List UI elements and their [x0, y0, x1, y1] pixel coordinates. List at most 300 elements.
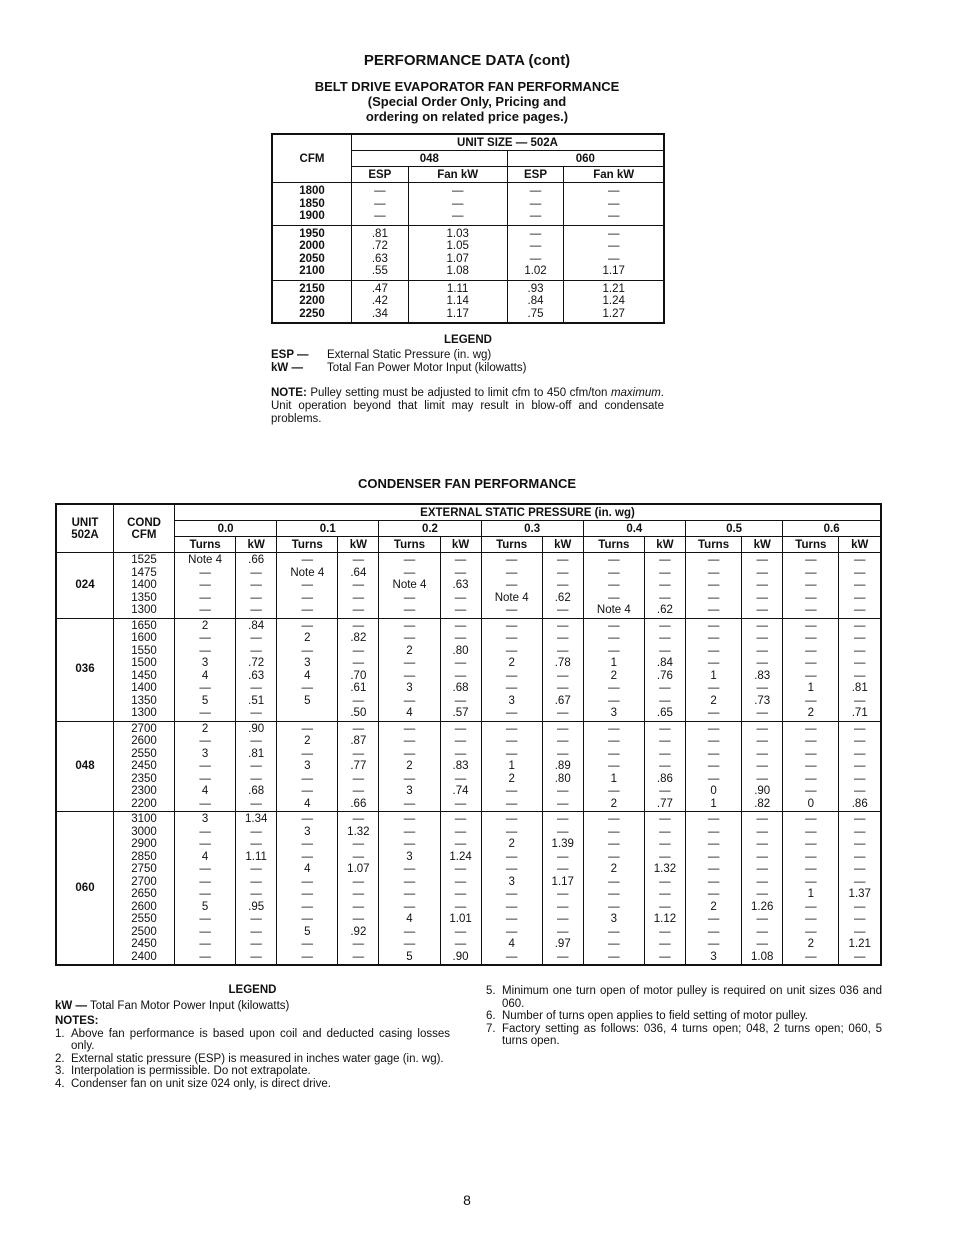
cell-value: —: [707, 938, 720, 950]
cell-value: —: [556, 566, 569, 579]
cell-value: —: [301, 875, 314, 888]
cell-value: —: [659, 579, 671, 591]
cell-value: —: [199, 566, 211, 579]
notes-list-right: [486, 985, 882, 1048]
cell-value: —: [403, 825, 416, 838]
note-item: [486, 1023, 882, 1048]
cell-value: —: [403, 632, 416, 644]
turns-cell: [175, 812, 236, 966]
cell-value: —: [403, 772, 416, 785]
cell-value: —: [250, 875, 262, 888]
cell-value: —: [451, 185, 464, 197]
cell-value: —: [199, 591, 211, 604]
cell-value: —: [301, 850, 314, 863]
cell-value: 1.12: [653, 913, 677, 925]
kw060-cell: [564, 183, 664, 226]
cell-value: Note 4: [494, 591, 529, 604]
cell-value: —: [250, 760, 262, 772]
cell-value: 2650: [131, 888, 157, 900]
turns-cell: [379, 812, 440, 966]
cell-value: —: [454, 669, 467, 682]
cell-value: 1.17: [551, 875, 574, 888]
cell-value: 3: [201, 657, 209, 669]
legend-text: External Static Pressure (in. wg): [327, 349, 492, 361]
cell-value: —: [608, 619, 620, 632]
cell-value: —: [756, 813, 768, 825]
unit-cell: 036: [56, 618, 114, 721]
cell-value: —: [707, 566, 720, 579]
cell-value: —: [556, 913, 569, 925]
cell-value: —: [756, 925, 768, 938]
cell-value: —: [403, 566, 416, 579]
cell-value: —: [853, 566, 866, 579]
cfm-cell: [272, 225, 352, 280]
cell-value: .84: [527, 295, 544, 307]
cell-value: —: [451, 210, 464, 222]
cell-value: —: [352, 657, 365, 669]
cell-value: —: [505, 863, 518, 875]
cell-value: —: [805, 591, 817, 604]
cell-value: —: [529, 210, 542, 222]
cell-value: 4: [201, 850, 209, 863]
note-number: 4.: [55, 1077, 65, 1090]
cell-value: —: [853, 875, 866, 888]
cell-value: —: [505, 813, 518, 825]
legend-row: [271, 362, 665, 375]
cell-value: —: [608, 785, 620, 797]
cell-value: —: [199, 875, 211, 888]
note-text: External static pressure (ESP) is measured in inches water gage (in. wg).: [71, 1052, 444, 1065]
cell-value: —: [352, 838, 365, 850]
note-number: 6.: [486, 1010, 496, 1022]
cell-value: —: [199, 838, 211, 850]
kw-cell: [338, 721, 379, 812]
cell-value: —: [853, 813, 866, 825]
cell-value: —: [556, 888, 569, 900]
cell-value: 1400: [131, 682, 157, 694]
cfm-cell: [114, 618, 175, 721]
cell-value: —: [352, 644, 365, 657]
esp060-cell: [507, 280, 564, 323]
cell-value: —: [608, 694, 620, 707]
cell-value: 2250: [299, 307, 325, 320]
esp060-cell: [507, 225, 564, 280]
kw-cell: [542, 618, 583, 721]
cell-value: —: [608, 938, 620, 950]
kw-cell: [742, 553, 783, 619]
cell-value: 5: [201, 900, 209, 913]
cell-value: —: [707, 747, 720, 760]
cell-value: Note 4: [392, 579, 427, 591]
cell-value: —: [505, 604, 518, 616]
cell-value: —: [403, 604, 416, 616]
note-text: Condenser fan on unit size 024 only, is direct drive.: [71, 1077, 331, 1090]
esp-header: ESP: [507, 167, 564, 183]
cell-value: —: [659, 825, 671, 838]
cell-value: 4: [201, 669, 209, 682]
cell-value: —: [374, 210, 386, 222]
kw-cell: [338, 812, 379, 966]
cell-value: 1800: [299, 185, 325, 197]
cell-value: 2850: [131, 850, 157, 863]
cell-value: —: [301, 813, 314, 825]
cell-value: —: [853, 863, 866, 875]
cell-value: —: [659, 735, 671, 747]
cell-value: .82: [350, 632, 367, 644]
cell-value: 1.08: [751, 950, 774, 963]
cell-value: —: [659, 900, 671, 913]
cell-value: 1300: [131, 604, 157, 616]
cell-value: —: [853, 657, 866, 669]
belt-title-line-3: ordering on related price pages.): [365, 109, 569, 124]
cell-value: —: [607, 210, 620, 222]
kw-cell: [338, 553, 379, 619]
cell-value: 3: [508, 875, 515, 888]
note-text: Pulley setting must be adjusted to limit cfm to 450 cfm/ton: [306, 387, 611, 399]
cell-value: —: [352, 900, 365, 913]
cell-value: —: [853, 722, 866, 735]
cell-value: —: [608, 722, 620, 735]
note-text: Interpolation is permissible. Do not extrapolate.: [71, 1065, 311, 1077]
cfm-header: CFM: [272, 134, 352, 183]
cell-value: 3: [304, 760, 311, 772]
cell-value: .92: [350, 925, 367, 938]
cell-value: 3: [304, 657, 311, 669]
cell-value: —: [250, 863, 262, 875]
cell-value: 1850: [299, 197, 325, 210]
cell-value: —: [250, 707, 262, 719]
belt-drive-table-title: [0, 79, 934, 124]
cell-value: —: [707, 825, 720, 838]
cell-value: —: [301, 772, 314, 785]
cell-value: —: [707, 682, 720, 694]
cell-value: —: [301, 888, 314, 900]
cell-value: —: [454, 772, 467, 785]
cell-value: —: [454, 838, 467, 850]
kw-header: kW: [742, 537, 783, 553]
cell-value: —: [454, 900, 467, 913]
cell-value: —: [805, 825, 817, 838]
cell-value: —: [756, 850, 768, 863]
cell-value: —: [659, 950, 671, 963]
kw-cell: [839, 618, 881, 721]
cell-value: 2: [610, 863, 618, 875]
cell-value: —: [352, 888, 365, 900]
cell-value: —: [250, 925, 262, 938]
kw048-cell: [408, 183, 507, 226]
cell-value: —: [505, 825, 518, 838]
cell-value: 1.02: [524, 265, 547, 277]
table-row: [56, 721, 881, 812]
cell-value: .34: [371, 307, 388, 320]
cell-value: —: [659, 850, 671, 863]
cell-value: —: [454, 747, 467, 760]
turns-cell: [685, 618, 741, 721]
cell-value: 2: [304, 632, 311, 644]
cell-value: 3100: [131, 813, 157, 825]
kw-cell: [542, 812, 583, 966]
cell-value: —: [556, 813, 569, 825]
note-number: 3.: [55, 1065, 65, 1077]
cell-value: —: [707, 735, 720, 747]
cell-value: —: [707, 722, 720, 735]
pressure-header: 0.2: [379, 521, 481, 537]
cell-value: —: [805, 950, 817, 963]
cell-value: —: [250, 682, 262, 694]
cell-value: —: [454, 657, 467, 669]
cell-value: —: [556, 644, 569, 657]
cell-value: —: [756, 760, 768, 772]
cell-value: —: [853, 772, 866, 785]
cell-value: .93: [527, 282, 544, 295]
kw-cell: [338, 618, 379, 721]
cell-value: —: [250, 913, 262, 925]
cell-value: —: [352, 694, 365, 707]
cell-value: —: [352, 875, 365, 888]
cell-value: 4: [304, 669, 311, 682]
cell-value: —: [352, 591, 365, 604]
cell-value: .74: [452, 785, 469, 797]
cell-value: .76: [656, 669, 673, 682]
cell-value: .78: [554, 657, 571, 669]
kw-cell: [440, 618, 481, 721]
cell-value: .83: [754, 669, 771, 682]
cell-value: 5: [304, 925, 311, 938]
cell-value: —: [250, 604, 262, 616]
cell-value: 1.34: [244, 813, 268, 825]
turns-cell: [583, 553, 644, 619]
cell-value: .55: [371, 265, 388, 277]
cell-value: .87: [350, 735, 367, 747]
cell-value: —: [301, 785, 314, 797]
cell-value: 3: [508, 694, 515, 707]
cell-value: 1350: [131, 591, 157, 604]
cell-value: .51: [248, 694, 265, 707]
cell-value: —: [556, 747, 569, 760]
pressure-header: 0.6: [783, 521, 881, 537]
esp-header: EXTERNAL STATIC PRESSURE (in. wg): [175, 504, 882, 521]
cell-value: —: [403, 900, 416, 913]
cell-value: —: [505, 554, 518, 566]
cell-value: —: [608, 566, 620, 579]
kw048-cell: [408, 225, 507, 280]
cell-value: .66: [350, 797, 367, 810]
cell-value: .90: [248, 722, 265, 735]
cell-value: 3: [201, 747, 209, 760]
cell-value: 2: [201, 619, 209, 632]
cell-value: —: [556, 722, 569, 735]
cell-value: —: [607, 240, 620, 252]
cell-value: —: [608, 644, 620, 657]
cell-value: —: [853, 747, 866, 760]
cell-value: 2450: [131, 760, 157, 772]
cell-value: —: [529, 240, 542, 252]
cell-value: 2200: [299, 295, 325, 307]
cell-value: —: [853, 591, 866, 604]
turns-cell: [481, 812, 542, 966]
cell-value: —: [608, 682, 620, 694]
cell-value: —: [756, 735, 768, 747]
cell-value: 2450: [131, 938, 157, 950]
kw-header: kW: [839, 537, 881, 553]
cell-value: —: [250, 938, 262, 950]
cell-value: 1650: [131, 619, 157, 632]
cell-value: 4: [508, 938, 515, 950]
cell-value: 1950: [299, 227, 325, 240]
cell-value: 1.11: [245, 850, 267, 863]
cell-value: .77: [350, 760, 367, 772]
kw-cell: [542, 553, 583, 619]
cell-value: —: [756, 913, 768, 925]
cell-value: —: [301, 722, 314, 735]
cell-value: .42: [371, 295, 388, 307]
cell-value: Note 4: [596, 604, 631, 616]
cell-value: 3: [304, 825, 311, 838]
belt-title-line-2: (Special Order Only, Pricing and: [367, 94, 567, 109]
cell-value: —: [756, 888, 768, 900]
cell-value: —: [608, 747, 620, 760]
cell-value: .63: [248, 669, 265, 682]
turns-cell: [583, 618, 644, 721]
cell-value: —: [805, 554, 817, 566]
condenser-fan-table: [55, 503, 882, 966]
turns-cell: [277, 553, 338, 619]
cell-value: 3: [406, 682, 413, 694]
cell-value: —: [556, 850, 569, 863]
cell-value: —: [707, 657, 720, 669]
cell-value: 2750: [131, 863, 157, 875]
turns-cell: [175, 553, 236, 619]
condenser-table-title: CONDENSER FAN PERFORMANCE: [357, 476, 577, 491]
cell-value: —: [403, 694, 416, 707]
kw-cell: [644, 721, 685, 812]
cell-value: —: [403, 669, 416, 682]
cell-value: —: [556, 785, 569, 797]
cell-value: —: [707, 619, 720, 632]
cell-value: —: [853, 785, 866, 797]
cell-value: —: [853, 669, 866, 682]
belt-note: [271, 387, 664, 426]
cell-value: —: [707, 813, 720, 825]
cell-value: 1: [710, 797, 717, 810]
kw060-cell: [564, 280, 664, 323]
unit-cell: 024: [56, 553, 114, 619]
cell-value: 1.21: [848, 938, 871, 950]
cell-value: —: [454, 694, 467, 707]
esp048-cell: [352, 225, 409, 280]
kw-cell: [644, 553, 685, 619]
cell-value: —: [250, 797, 262, 810]
kw-cell: [644, 812, 685, 966]
cell-value: —: [199, 579, 211, 591]
cell-value: —: [556, 604, 569, 616]
cell-value: —: [199, 950, 211, 963]
cell-value: —: [352, 554, 365, 566]
cell-value: —: [250, 950, 262, 963]
cell-value: —: [199, 707, 211, 719]
cell-value: —: [403, 619, 416, 632]
cell-value: —: [707, 875, 720, 888]
cell-value: 2150: [299, 282, 325, 295]
cell-value: —: [250, 591, 262, 604]
cell-value: —: [199, 825, 211, 838]
table-row: [56, 812, 881, 966]
cell-value: —: [659, 888, 671, 900]
turns-cell: [583, 721, 644, 812]
cell-value: —: [454, 925, 467, 938]
cell-value: —: [805, 925, 817, 938]
legend-text: Total Fan Power Motor Input (kilowatts): [327, 362, 527, 374]
cell-value: —: [403, 888, 416, 900]
cell-value: —: [301, 554, 314, 566]
turns-cell: [685, 553, 741, 619]
cell-value: —: [853, 604, 866, 616]
cell-value: —: [805, 604, 817, 616]
cell-value: —: [608, 632, 620, 644]
cell-value: 3: [710, 950, 717, 963]
kw-cell: [839, 553, 881, 619]
cell-value: 1.03: [446, 227, 469, 240]
unit-size-header: UNIT SIZE — 502A: [352, 134, 665, 151]
cell-value: —: [301, 604, 314, 616]
cell-value: 2550: [131, 913, 157, 925]
kw048-cell: [408, 280, 507, 323]
cell-value: —: [853, 644, 866, 657]
note-item: [55, 1028, 450, 1053]
cell-value: .63: [371, 252, 388, 265]
cell-value: Note 4: [290, 566, 325, 579]
cell-value: —: [505, 785, 518, 797]
cell-value: —: [659, 694, 671, 707]
cell-value: —: [756, 863, 768, 875]
cell-value: 1.37: [848, 888, 871, 900]
cell-value: .68: [452, 682, 469, 694]
cell-value: —: [454, 591, 467, 604]
cell-value: —: [756, 747, 768, 760]
esp060-cell: [507, 183, 564, 226]
cell-value: —: [505, 747, 518, 760]
cell-value: —: [756, 772, 768, 785]
cell-value: 1300: [131, 707, 157, 719]
cell-value: 0: [710, 785, 717, 797]
note-text: . Unit operation beyond that limit may result in blow-off and condensate problems.: [271, 387, 664, 425]
cell-value: —: [607, 197, 620, 210]
cell-value: 3: [406, 785, 413, 797]
cell-value: .65: [656, 707, 673, 719]
turns-cell: [379, 553, 440, 619]
cell-value: —: [707, 632, 720, 644]
cell-value: —: [659, 813, 671, 825]
cell-value: —: [853, 735, 866, 747]
cell-value: —: [556, 632, 569, 644]
cell-value: —: [805, 669, 817, 682]
note-text: Minimum one turn open of motor pulley is required on unit sizes 036 and 060.: [502, 985, 882, 1010]
cell-value: —: [301, 591, 314, 604]
cell-value: —: [659, 760, 671, 772]
cell-value: —: [707, 838, 720, 850]
cell-value: —: [199, 682, 211, 694]
cell-value: 1500: [131, 657, 157, 669]
cell-value: —: [853, 825, 866, 838]
pressure-header: 0.3: [481, 521, 583, 537]
cell-value: 2000: [299, 240, 325, 252]
cell-value: —: [199, 797, 211, 810]
cell-value: 1.01: [449, 913, 472, 925]
cell-value: —: [301, 950, 314, 963]
cell-value: —: [403, 554, 416, 566]
cell-value: —: [505, 950, 518, 963]
cell-value: .62: [554, 591, 571, 604]
